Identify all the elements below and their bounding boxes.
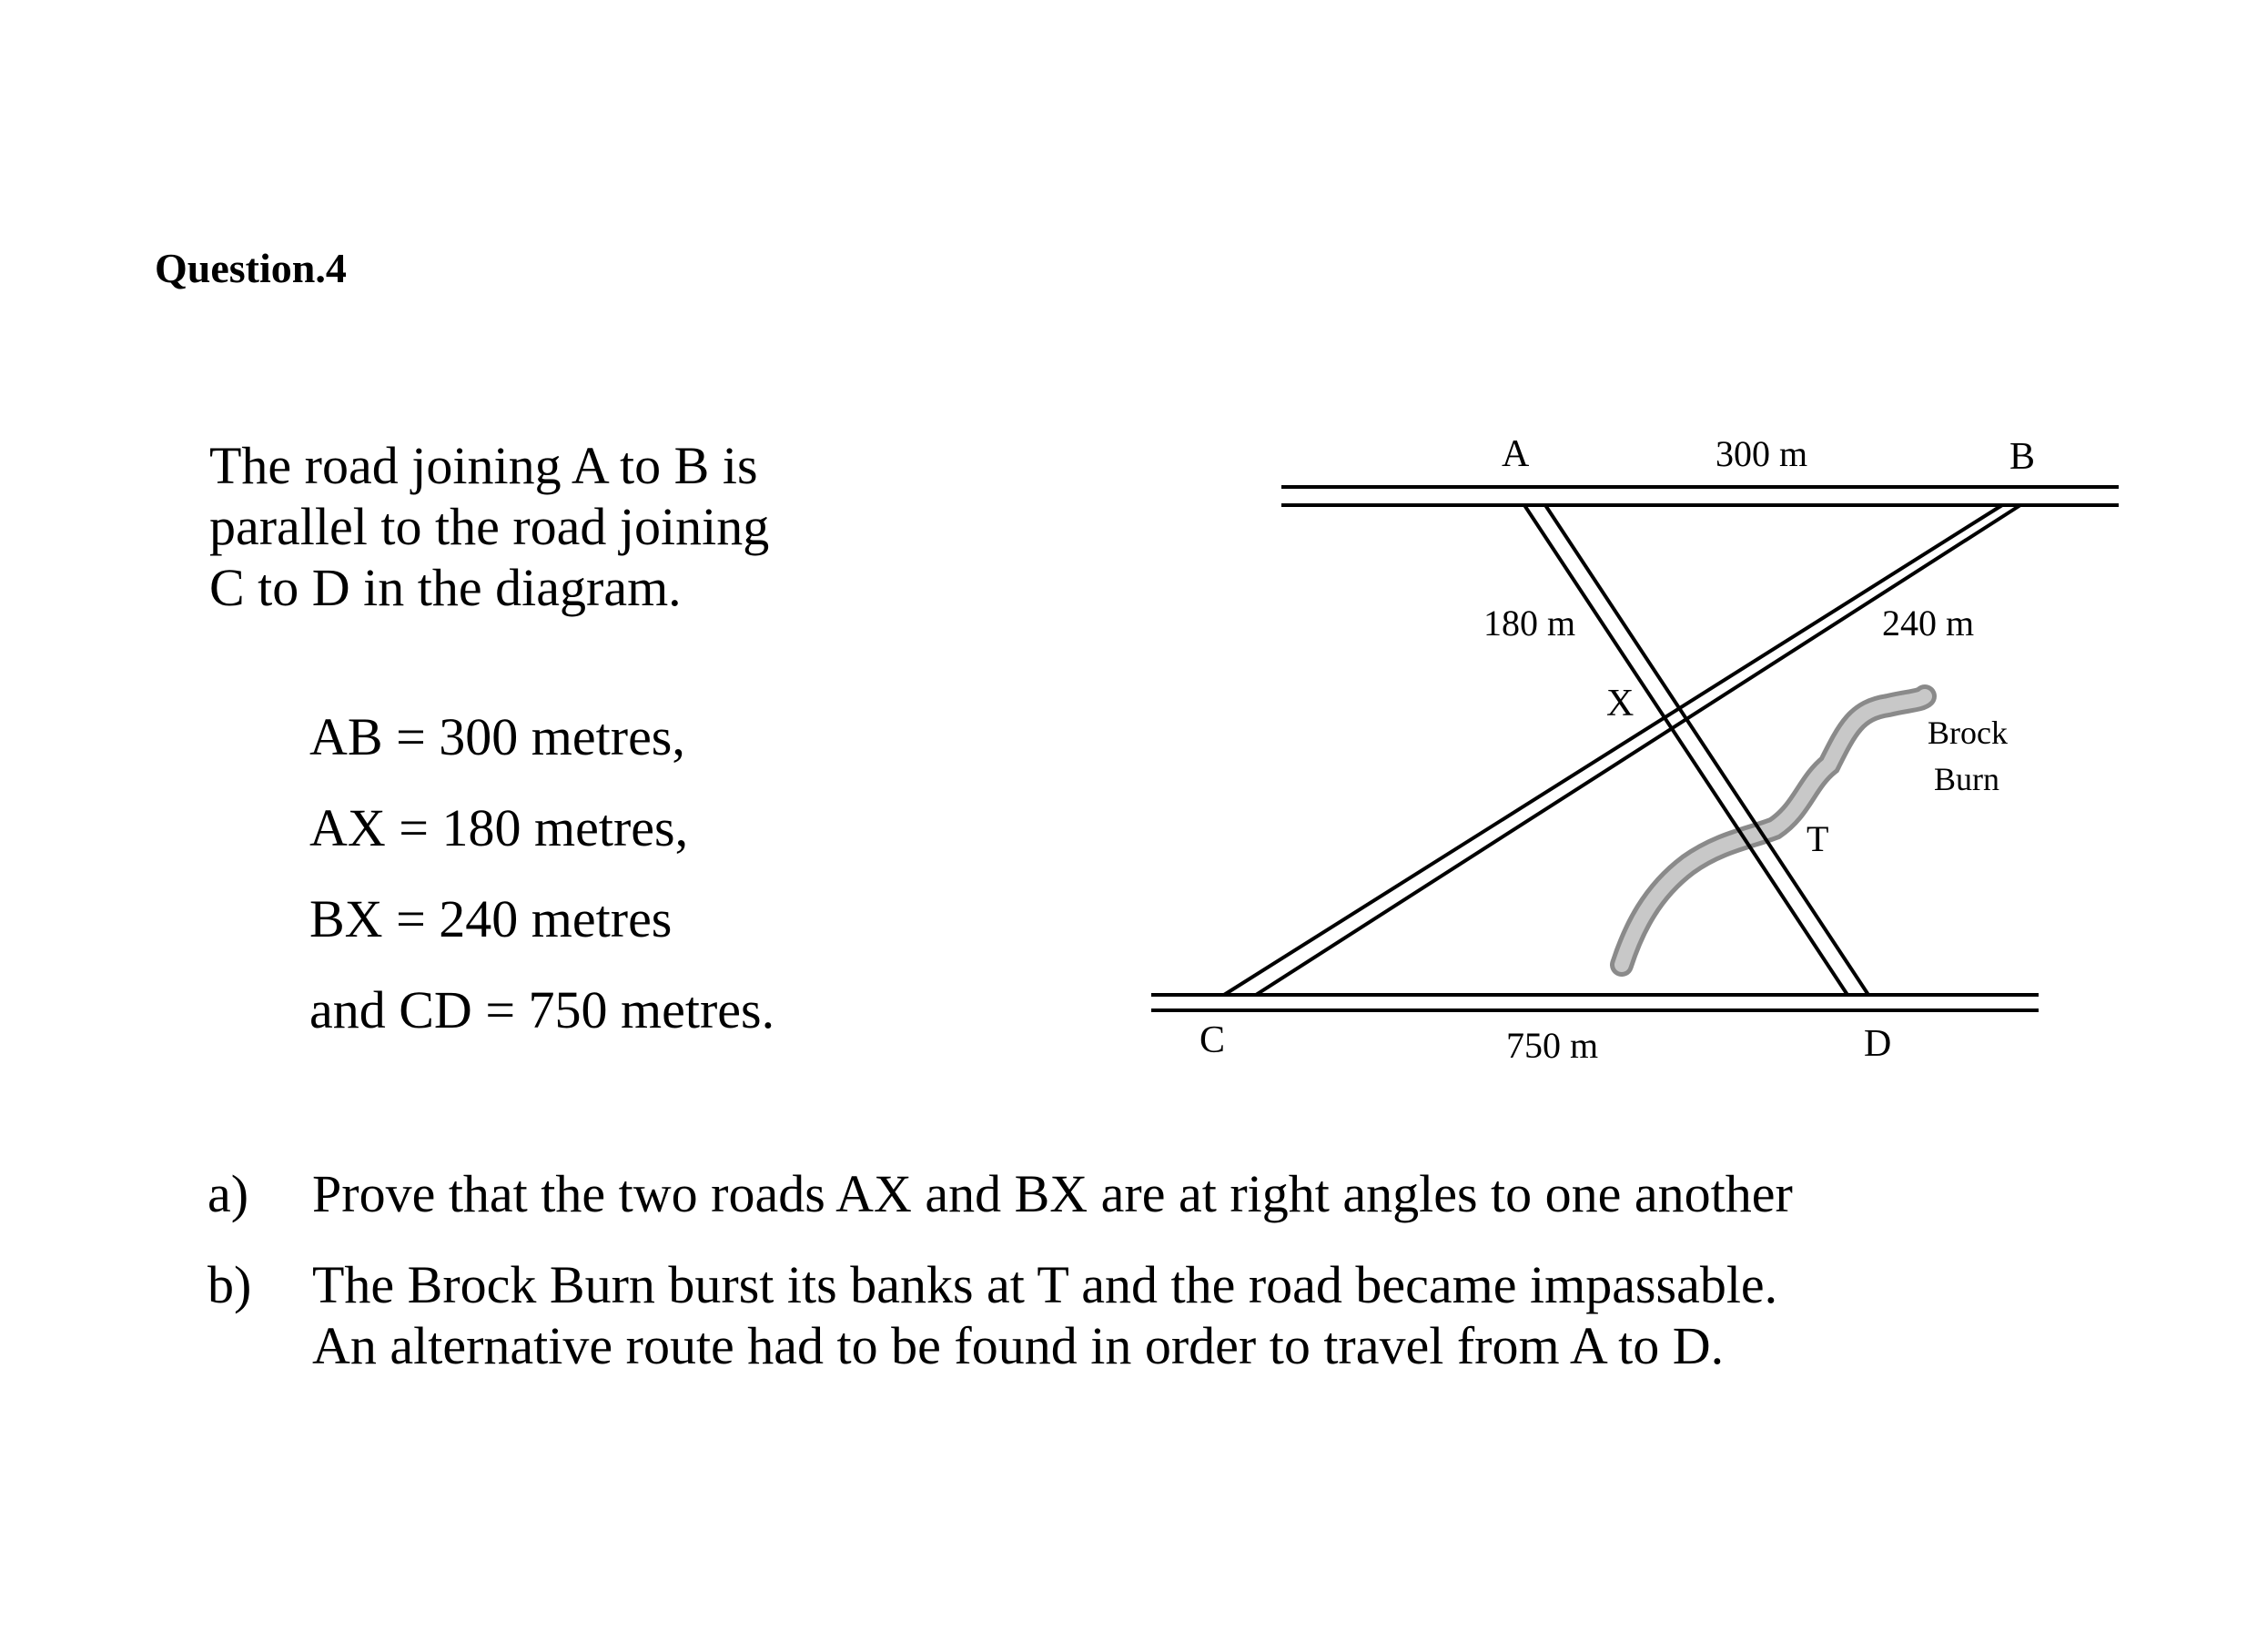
intro-line: C to D in the diagram. — [209, 558, 682, 617]
road-bc — [1224, 505, 2020, 995]
length-cd: 750 m — [1506, 1025, 1599, 1066]
intro-line: The road joining A to B is — [209, 436, 758, 495]
part-b-line: An alternative route had to be found in order to travel from A to D. — [312, 1316, 1725, 1375]
intro-text — [209, 435, 846, 618]
given-bx: BX = 240 metres — [309, 889, 673, 948]
intro-line: parallel to the road joining — [209, 497, 770, 556]
part-b-line: The Brock Burn burst its banks at T and the road became impassable. — [312, 1255, 1778, 1314]
label-d: D — [1864, 1023, 1892, 1065]
given-ab: AB = 300 metres, — [309, 707, 685, 766]
road-ad — [1524, 505, 1868, 995]
label-x: X — [1606, 683, 1635, 725]
length-bx: 240 m — [1882, 603, 1975, 644]
given-ax: AX = 180 metres, — [309, 798, 689, 857]
road-ab — [1281, 487, 2119, 505]
label-c: C — [1199, 1019, 1226, 1061]
road-cd — [1151, 995, 2039, 1010]
length-ab: 300 m — [1716, 433, 1808, 474]
part-a-line: Prove that the two roads AX and BX are at right angles to one another — [312, 1164, 1793, 1223]
question-parts — [207, 1163, 1793, 1406]
river-label-line1: Brock — [1928, 715, 2008, 751]
question-heading: Question.4 — [155, 245, 347, 291]
part-b-marker: b) — [207, 1255, 252, 1314]
part-a-marker: a) — [207, 1164, 249, 1223]
label-a: A — [1502, 433, 1530, 475]
label-b: B — [2009, 436, 2036, 478]
given-values — [309, 707, 775, 1074]
brock-burn-river — [1622, 696, 1925, 965]
part-a — [207, 1163, 1793, 1224]
label-t: T — [1807, 818, 1829, 859]
river-label-line2: Burn — [1934, 761, 1999, 797]
brock-burn-river-fill — [1622, 696, 1925, 965]
given-cd: and CD = 750 metres. — [309, 980, 775, 1039]
length-ax: 180 m — [1483, 603, 1576, 644]
part-b — [207, 1254, 1793, 1376]
